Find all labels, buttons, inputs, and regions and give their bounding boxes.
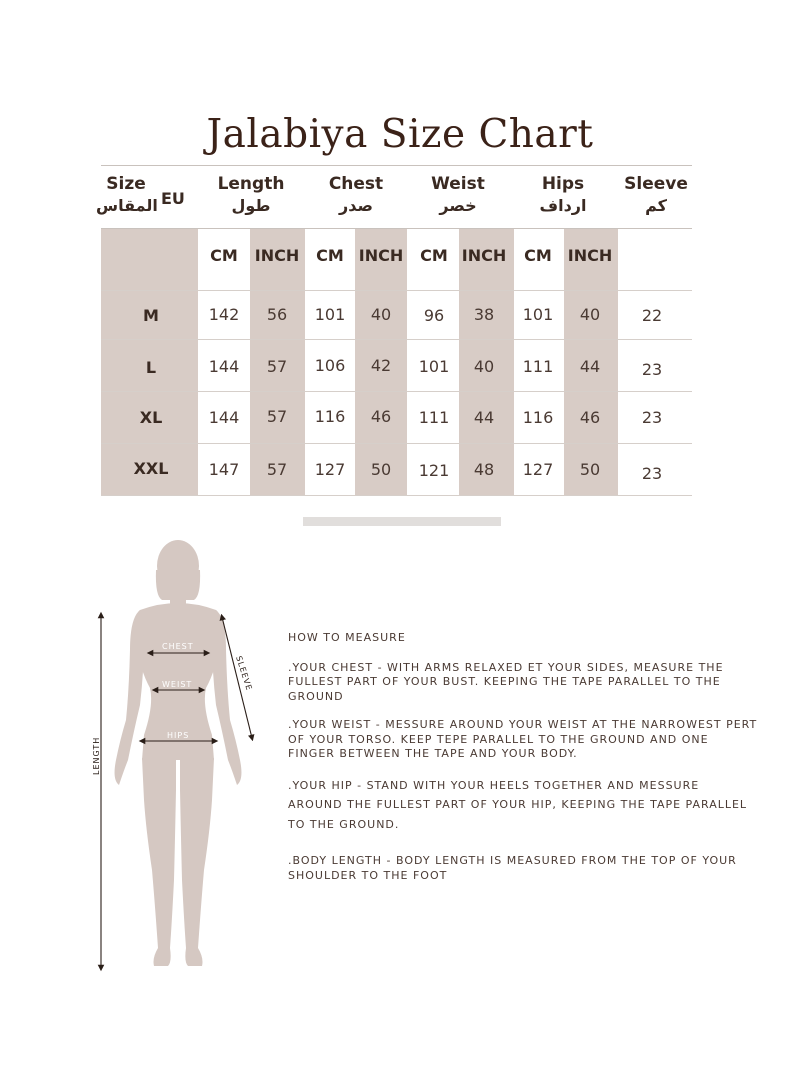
body-silhouette bbox=[115, 540, 242, 966]
header-size-ar: المقاس bbox=[96, 196, 158, 215]
table-cell: 56 bbox=[266, 305, 288, 324]
table-cell: 144 bbox=[208, 357, 240, 376]
table-cell: 57 bbox=[266, 357, 288, 376]
table-cell: 48 bbox=[473, 460, 495, 479]
header-weist-ar: خصر bbox=[439, 196, 477, 215]
header-length-ar: طول bbox=[231, 196, 271, 215]
table-cell: 42 bbox=[370, 356, 392, 375]
table-cell: 40 bbox=[579, 305, 601, 324]
table-cell: 127 bbox=[522, 460, 554, 479]
row-divider bbox=[101, 290, 692, 291]
table-cell: 101 bbox=[314, 305, 346, 324]
header-eu: EU bbox=[161, 189, 185, 208]
header-chest-ar: صدر bbox=[339, 196, 373, 215]
table-cell: 57 bbox=[266, 407, 288, 426]
header-length bbox=[211, 173, 291, 217]
body-measurement-illustration bbox=[80, 535, 280, 975]
table-cell: 144 bbox=[208, 408, 240, 427]
header-sleeve-ar: كم bbox=[645, 196, 667, 215]
unit-cell: INCH bbox=[461, 246, 507, 265]
table-cell: 23 bbox=[641, 464, 663, 483]
chest-label: CHEST bbox=[162, 642, 194, 651]
unit-cell: CM bbox=[316, 246, 344, 265]
table-cell: 121 bbox=[418, 461, 450, 480]
how-to-chest: .YOUR CHEST - WITH ARMS RELAXED ET YOUR SIDES, MEASURE THE FULLEST PART OF YOUR BUST. KEEPING THE TAPE PARALLEL TO THE GROUND bbox=[288, 660, 724, 703]
table-cell: 40 bbox=[370, 305, 392, 324]
top-divider bbox=[101, 165, 692, 166]
header-length-en: Length bbox=[217, 174, 285, 194]
table-cell: 23 bbox=[641, 408, 663, 427]
table-cell: 127 bbox=[314, 460, 346, 479]
header-chest-en: Chest bbox=[328, 174, 384, 194]
how-to-measure-section bbox=[288, 631, 758, 883]
size-label: XXL bbox=[133, 459, 169, 478]
how-to-heading: HOW TO MEASURE bbox=[288, 631, 406, 644]
table-cell: 96 bbox=[423, 306, 445, 325]
unit-cell: INCH bbox=[358, 246, 404, 265]
header-size bbox=[96, 173, 156, 217]
unit-cell: CM bbox=[210, 246, 238, 265]
row-divider bbox=[101, 495, 692, 496]
row-divider bbox=[101, 339, 692, 340]
table-cell: 40 bbox=[473, 357, 495, 376]
table-cell: 101 bbox=[418, 357, 450, 376]
size-label: L bbox=[145, 358, 157, 377]
hips-label: HIPS bbox=[167, 731, 190, 740]
header-size-en: Size bbox=[106, 174, 146, 194]
page-title: Jalabiya Size Chart bbox=[206, 112, 594, 157]
table-cell: 44 bbox=[473, 408, 495, 427]
sleeve-label: SLEEVE bbox=[234, 654, 254, 693]
table-cell: 116 bbox=[314, 407, 346, 426]
table-cell: 111 bbox=[522, 357, 554, 376]
table-cell: 50 bbox=[579, 460, 601, 479]
unit-cell: CM bbox=[524, 246, 552, 265]
header-hips-en: Hips bbox=[541, 174, 585, 194]
unit-cell: INCH bbox=[567, 246, 613, 265]
table-cell: 57 bbox=[266, 460, 288, 479]
size-label: M bbox=[143, 306, 159, 325]
table-cell: 38 bbox=[473, 305, 495, 324]
unit-cell: CM bbox=[420, 246, 448, 265]
how-to-weist: .YOUR WEIST - MESSURE AROUND YOUR WEIST AT THE NARROWEST PERT OF YOUR TORSO. KEEP TEPE PARALLEL TO THE GROUND AND ONE FINGER BETWEEN THE TAPE AND YOUR BODY. bbox=[288, 718, 758, 760]
header-hips bbox=[523, 173, 603, 217]
table-cell: 22 bbox=[641, 306, 663, 325]
table-cell: 101 bbox=[522, 305, 554, 324]
header-sleeve bbox=[616, 173, 696, 217]
section-divider-bar bbox=[303, 517, 501, 526]
header-hips-ar: ارداف bbox=[539, 196, 587, 215]
weist-label: WEIST bbox=[162, 680, 193, 689]
table-cell: 116 bbox=[522, 408, 554, 427]
header-sleeve-en: Sleeve bbox=[624, 174, 688, 194]
table-cell: 142 bbox=[208, 305, 240, 324]
header-chest bbox=[316, 173, 396, 217]
how-to-hip: .YOUR HIP - STAND WITH YOUR HEELS TOGETHER AND MESSURE AROUND THE FULLEST PART OF YOUR HIP, KEEPING THE TAPE PARALLEL TO THE GROUND. bbox=[288, 778, 748, 831]
header-weist-en: Weist bbox=[431, 174, 485, 194]
table-cell: 50 bbox=[370, 460, 392, 479]
unit-cell: INCH bbox=[254, 246, 300, 265]
row-divider bbox=[101, 391, 692, 392]
table-cell: 111 bbox=[418, 408, 450, 427]
how-to-length: .BODY LENGTH - BODY LENGTH IS MEASURED FROM THE TOP OF YOUR SHOULDER TO THE FOOT bbox=[288, 854, 737, 882]
row-divider bbox=[101, 443, 692, 444]
header-divider bbox=[101, 228, 692, 229]
table-cell: 44 bbox=[579, 357, 601, 376]
header-weist bbox=[418, 173, 498, 217]
table-cell: 147 bbox=[208, 460, 240, 479]
table-cell: 23 bbox=[641, 360, 663, 379]
length-label: LENGTH bbox=[92, 736, 101, 775]
table-cell: 46 bbox=[370, 407, 392, 426]
size-label: XL bbox=[139, 408, 163, 427]
table-cell: 106 bbox=[314, 356, 346, 375]
table-cell: 46 bbox=[579, 408, 601, 427]
